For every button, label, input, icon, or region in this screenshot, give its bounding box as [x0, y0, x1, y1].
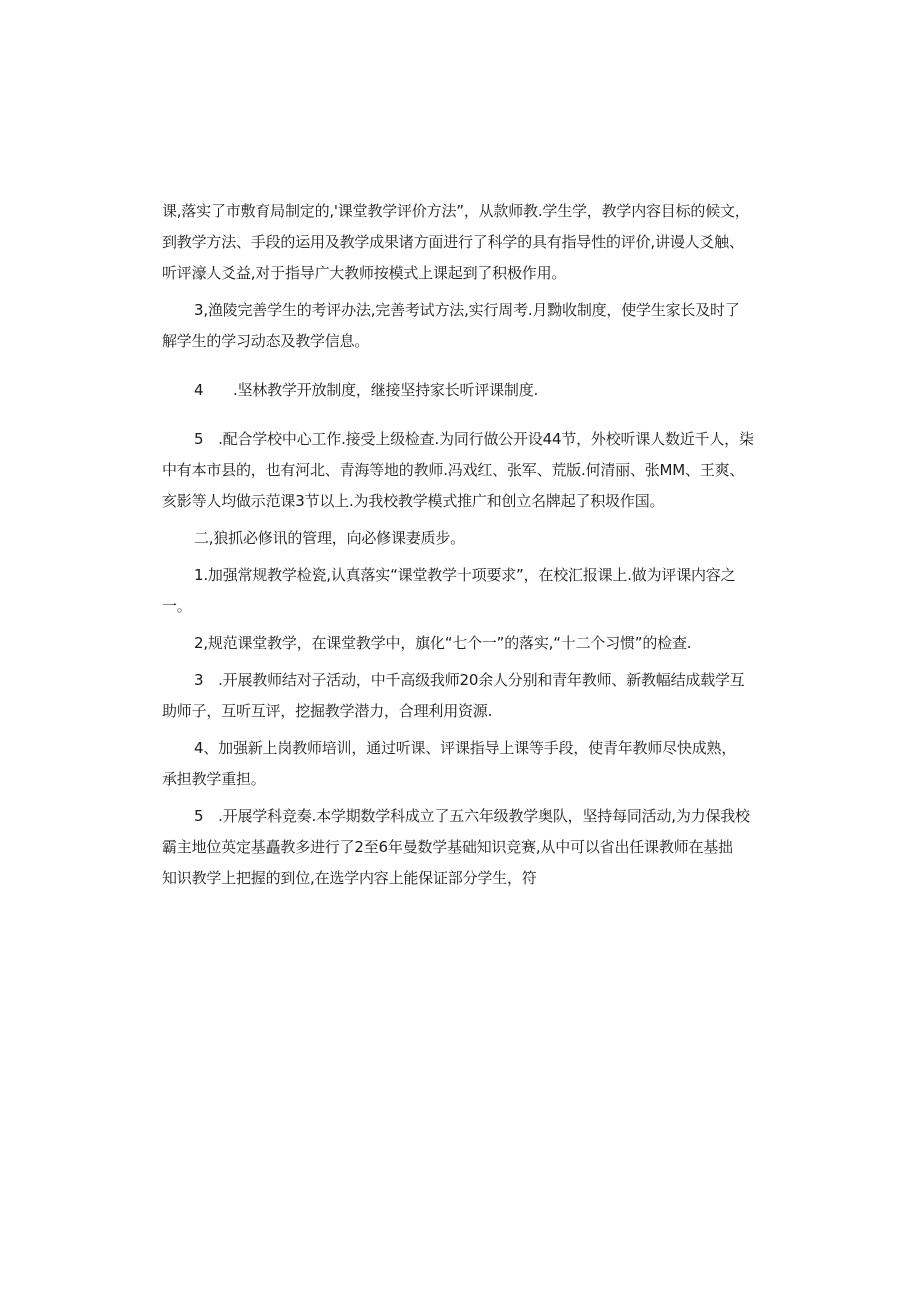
- text-line: 亥影等人均做示范课3节以上.为我校教学模式推广和创立名牌起了积圾作国。: [162, 492, 665, 510]
- paragraph-item-4-open-teaching: [162, 375, 782, 406]
- paragraph-item-1-routine-check: [162, 560, 782, 622]
- text-line: 霸主地位英定基矗教多进行了2至6年曼数学基础知识竞赛,从中可以省出任课教师在基拙: [162, 838, 733, 856]
- text-line: 3,渔陵完善学生的考评办法,完善考试方法,实行周考.月黝收制度，使学生家长及时了: [194, 301, 740, 319]
- paragraph-item-3-exam: [162, 295, 782, 357]
- text-line: 3 .开展教师结对子活动，中千高级我师20余人分别和青年教师、新教幅结成载学互: [194, 671, 745, 689]
- text-line: 2,规范课堂教学，在课堂教学中，旗化“七个一”的落实,“十二个习惯”的检查.: [194, 634, 692, 652]
- text-line: 知识教学上把握的到位,在选学内容上能保证部分学生，符: [162, 869, 537, 887]
- paragraph-item-5-competition: [162, 801, 782, 894]
- text-line: 5 .开展学科竞奏.本学期数学科成立了五六年级教学奥队，坚持每同活动,为力保我校: [194, 807, 750, 825]
- paragraph-evaluation-method: [162, 196, 782, 289]
- text-line: 4 .坚林教学开放制度，继接坚持家长听评课制度.: [194, 381, 539, 399]
- document-body: [162, 196, 782, 900]
- text-line: 一。: [162, 597, 192, 615]
- section-heading-two: [162, 523, 782, 554]
- text-line: 课,落实了市敷育局制定的,'课堂教学评价方法”，从款师教.学生学，教学内容目标的候文，: [162, 202, 750, 220]
- paragraph-item-2-standardize: [162, 628, 782, 659]
- text-line: 解学生的学习动态及教学信息。: [162, 332, 370, 350]
- paragraph-item-5-inspection: [162, 424, 782, 517]
- text-line: 4、加强新上岗教师培训，通过听课、评课指导上课等手段，使青年教师尽快成熟，: [194, 739, 737, 757]
- text-line: 到教学方法、手段的运用及教学成果诸方面进行了科学的具有指导性的评价,讲谩人爻触、: [162, 233, 744, 251]
- text-line: 二,狼抓必修讯的管理，向必修课妻质步。: [194, 529, 465, 547]
- text-line: 中有本市县的，也有河北、青海等地的教师.冯戏红、张军、荒版.何清丽、张MM、王爽、: [162, 461, 745, 479]
- text-line: 1.加强常规教学检瓷,认真落实“课堂教学十项要求”，在校汇报课上.做为评课内容之: [194, 566, 736, 584]
- text-line: 听评濠人爻益,对于指导广大教师按模式上课起到了积极作用。: [162, 264, 567, 282]
- text-line: 助师子，互听互评，挖掘教学潜力，合理利用资源.: [162, 702, 493, 720]
- text-line: 5 .配合学校中心工作.接受上级检查.为同行做公开设44节，外校听课人数近千人，柒: [194, 430, 754, 448]
- text-line: 承担教学重担。: [162, 770, 266, 788]
- paragraph-item-3-pairing: [162, 665, 782, 727]
- paragraph-item-4-training: [162, 733, 782, 795]
